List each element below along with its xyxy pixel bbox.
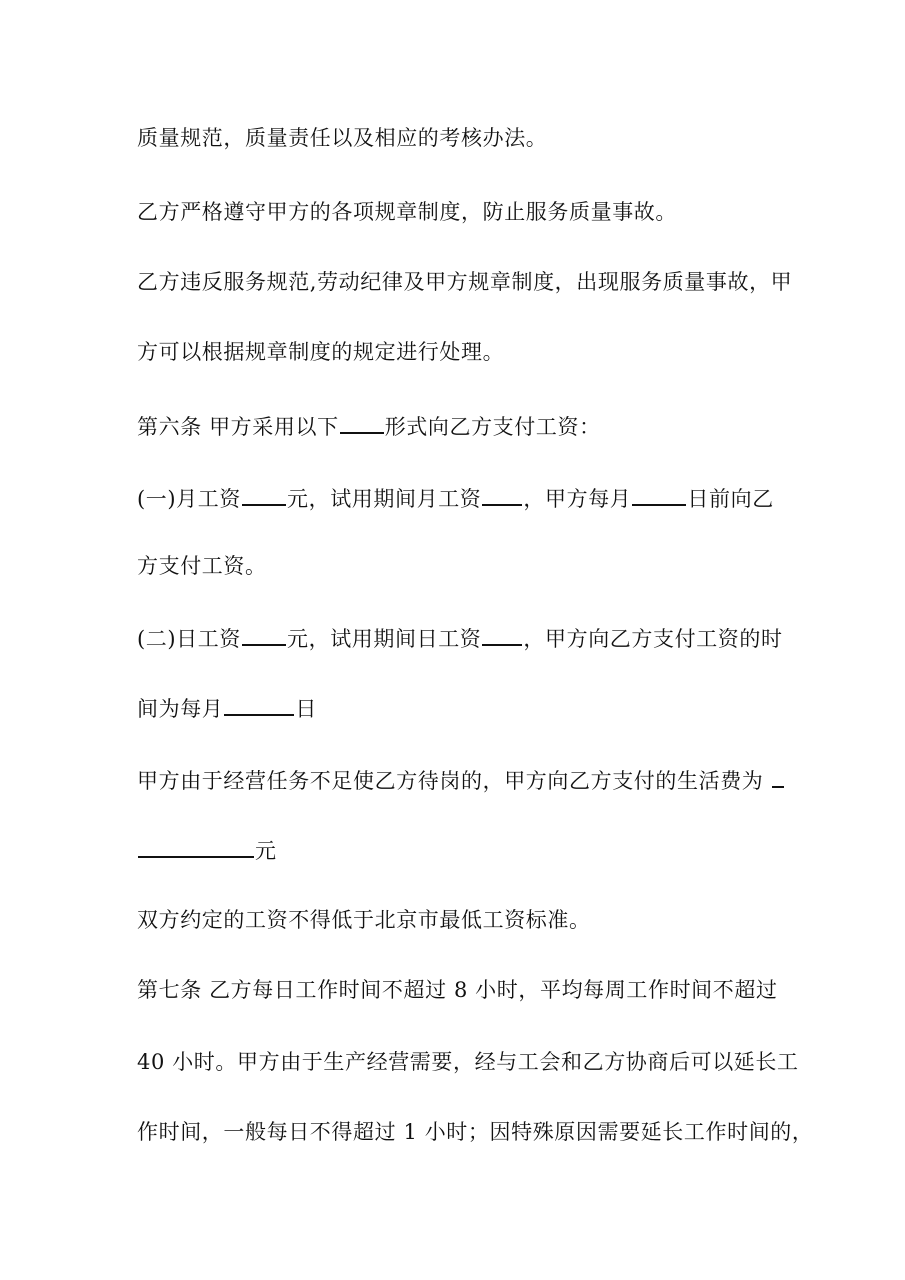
line-text: 元，试用期间日工资 (287, 627, 482, 651)
fill-blank[interactable] (482, 482, 522, 506)
line-text: 形式向乙方支付工资： (384, 415, 601, 439)
line-text: 日 (295, 697, 318, 721)
line-text: (二)日工资 (137, 627, 241, 651)
line-text: 甲方由于经营任务不足使乙方待岗的，甲方向乙方支付的生活费为 (137, 769, 771, 793)
text-line (137, 198, 677, 226)
line-text: ，甲方向乙方支付工资的时 (523, 627, 783, 651)
fill-blank[interactable] (224, 692, 294, 716)
line-text: 作时间，一般每日不得超过 1 小时；因特殊原因需要延长工作时间的， (137, 1120, 814, 1144)
line-text: ，甲方每月 (523, 487, 632, 511)
text-line (137, 764, 785, 795)
line-text: 第七条 乙方每日工作时间不超过 8 小时，平均每周工作时间不超过 (137, 978, 778, 1002)
line-text: 元 (255, 839, 277, 863)
text-line (137, 552, 267, 580)
line-text: 双方约定的工资不得低于北京市最低工资标准。 (137, 908, 591, 932)
fill-blank[interactable] (632, 482, 686, 506)
line-text: 元，试用期间月工资 (287, 487, 482, 511)
fill-blank[interactable] (242, 482, 286, 506)
line-text: 间为每月 (137, 697, 224, 721)
text-line (137, 268, 792, 296)
fill-blank[interactable] (482, 622, 522, 646)
line-text: 方可以根据规章制度的规定进行处理。 (137, 340, 505, 364)
line-text: 方支付工资。 (137, 554, 267, 578)
text-line (137, 338, 504, 366)
article-six-line (137, 410, 601, 441)
line-text: (一)月工资 (137, 487, 241, 511)
fill-blank[interactable] (340, 410, 384, 434)
line-text: 乙方严格遵守甲方的各项规章制度，防止服务质量事故。 (137, 200, 677, 224)
line-text: 日前向乙 (687, 487, 774, 511)
line-text: 40 小时。甲方由于生产经营需要，经与工会和乙方协商后可以延长工 (137, 1050, 799, 1074)
text-line (137, 692, 317, 723)
monthly-wage-line (137, 482, 774, 513)
text-line (137, 906, 591, 934)
text-line (137, 124, 547, 152)
text-line (137, 834, 277, 865)
line-text: 质量规范，质量责任以及相应的考核办法。 (137, 126, 548, 150)
article-seven-line (137, 976, 778, 1004)
line-text: 第六条 甲方采用以下 (137, 415, 339, 439)
fill-blank[interactable] (772, 764, 784, 788)
fill-blank[interactable] (242, 622, 286, 646)
line-text: 乙方违反服务规范,劳动纪律及甲方规章制度，出现服务质量事故，甲 (137, 270, 793, 294)
text-line (137, 1118, 814, 1146)
fill-blank[interactable] (138, 834, 254, 858)
text-line (137, 1048, 799, 1076)
daily-wage-line (137, 622, 783, 653)
